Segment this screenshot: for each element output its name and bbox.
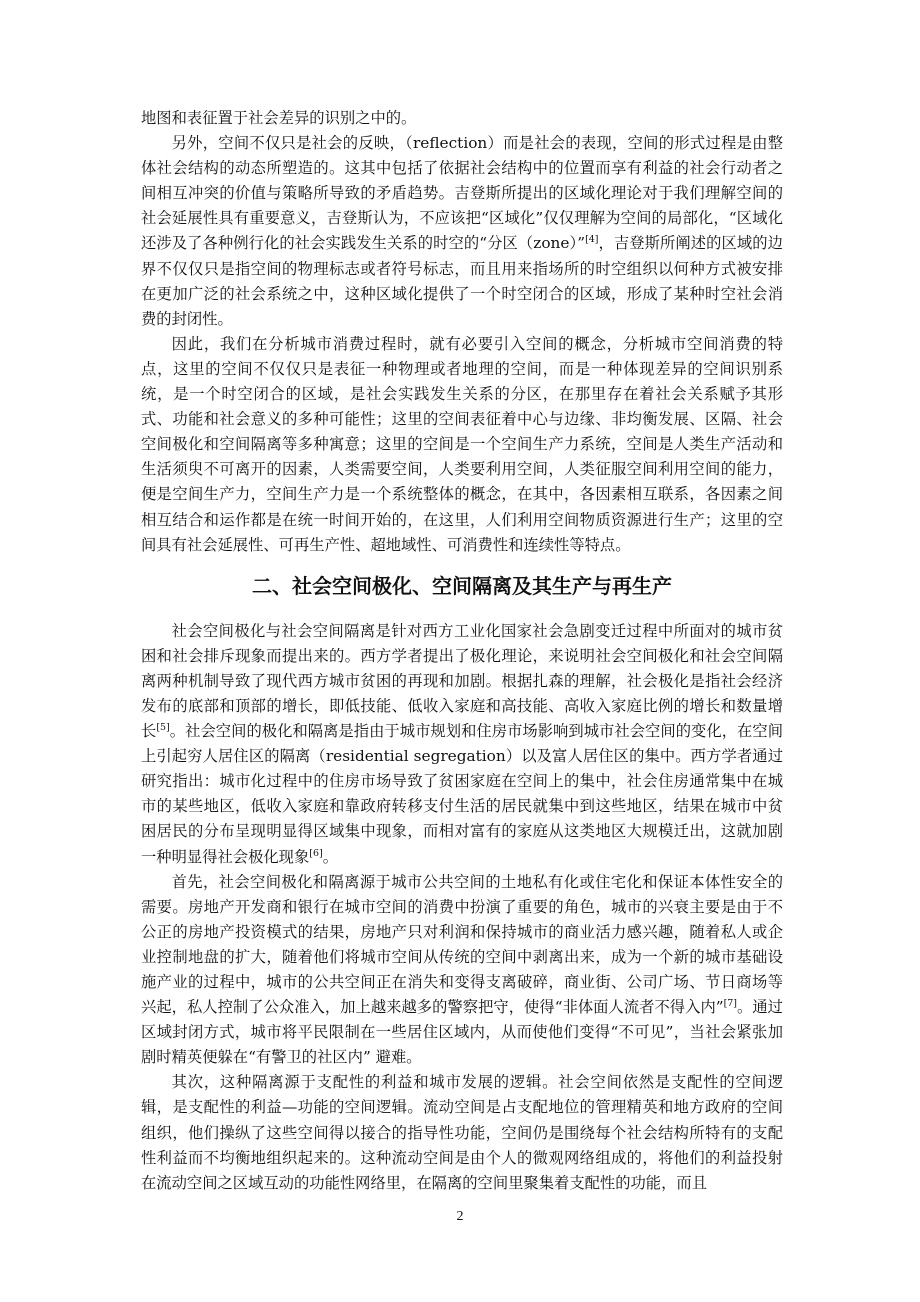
citation-5: [5] <box>156 721 170 733</box>
citation-7: [7] <box>723 998 738 1009</box>
citation-4: [4] <box>585 234 599 246</box>
paragraph-polarization-intro: 社会空间极化与社会空间隔离是针对西方工业化国家社会急剧变迁过程中所面对的城市贫困和社会排斥现象而提出来的。西方学者提出了极化理论，来说明社会空间极化和社会空间隔离两种机制导致了现代西方城市贫困的再现和加剧。根据扎森的理解，社会极化是指社会经济发布的底部和顶部的增长，即低技能、低收入家庭和高技能、高收入家庭比例的增长和数量增长[5]。社会空间的极化和隔离是指由于城市规划和住房市场影响到城市社会空间的变化，在空间上引起穷人居住区的隔离（residential segregation）以及富人居住区的集中。西方学者通过研究指出：城市化过程中的住房市场导致了贫困家庭在空间上的集中，社会住房通常集中在城市的某些地区，低收入家庭和靠政府转移支付生活的居民就集中到这些地区，结果在城市中贫困居民的分布呈现明显得区域集中现象，而相对富有的家庭从这类地区大规模迁出，这就加剧一种明显得社会极化现象[6]。 <box>141 621 783 866</box>
body-text <box>141 106 783 1196</box>
paragraph-space-expression: 另外，空间不仅只是社会的反映，（reflection）而是社会的表现，空间的形式过程是由整体社会结构的动态所塑造的。这其中包括了依据社会结构中的位置而享有利益的社会行动者之间相互冲突的价值与策略所导致的矛盾趋势。吉登斯所提出的区域化理论对于我们理解空间的社会延展性具有重要意义，吉登斯认为，不应该把“区域化”仅仅理解为空间的局部化，“区域化还涉及了各种例行化的社会实践发生关系的时空的“分区（zone）”[4]，吉登斯所阐述的区域的边界不仅仅只是指空间的物理标志或者符号标志，而且用来指场所的时空组织以何种方式被安排在更加广泛的社会系统之中，这种区域化提供了一个时空闭合的区域，形成了某种时空社会消费的封闭性。 <box>141 134 783 328</box>
paragraph-urban-consumption: 因此，我们在分析城市消费过程时，就有必要引入空间的概念，分析城市空间消费的特点，这里的空间不仅仅只是表征一种物理或者地理的空间，而是一种体现差异的空间识别系统，是一个时空闭合的区域，是社会实践发生关系的分区，在那里存在着社会关系赋予其形式、功能和社会意义的多种可能性；这里的空间表征着中心与边缘、非均衡发展、区隔、社会空间极化和空间隔离等多种寓意；这里的空间是一个空间生产力系统，空间是人类生产活动和生活须臾不可离开的因素，人类需要空间，人类要利用空间，人类征服空间利用空间的能力，便是空间生产力，空间生产力是一个系统整体的概念，在其中，各因素相互联系，各因素之间相互结合和运作都是在统一时间开始的，在这里，人们利用空间物质资源进行生产；这里的空间具有社会延展性、可再生产性、超地域性、可消费性和连续性等特点。 <box>141 334 783 554</box>
paragraph-second-cause: 其次，这种隔离源于支配性的利益和城市发展的逻辑。社会空间依然是支配性的空间逻辑，是支配性的利益—功能的空间逻辑。流动空间是占支配地位的管理精英和地方政府的空间组织，他们操纵了这些空间得以接合的指导性功能，空间仍是围绕每个社会结构所特有的支配性利益而不均衡地组织起来的。这种流动空间是由个人的微观网络组成的，将他们的利益投射在流动空间之区域互动的功能性网络里，在隔离的空间里聚集着支配性的功能，而且 <box>141 1073 783 1192</box>
section-heading: 二、社会空间极化、空间隔离及其生产与再生产 <box>252 573 672 598</box>
paragraph-first-cause: 首先，社会空间极化和隔离源于城市公共空间的土地私有化或住宅化和保证本体性安全的需要。房地产开发商和银行在城市空间的消费中扮演了重要的角色，城市的兴衰主要是由于不公正的房地产投资模式的结果，房地产只对利润和保持城市的商业活力感兴趣，随着私人或企业控制地盘的扩大，随着他们将城市空间从传统的空间中剥离出来，成为一个新的城市基础设施产业的过程中，城市的公共空间正在消失和变得支离破碎，商业街、公司广场、节日商场等兴起，私人控制了公众准入，加上越来越多的警察把守，使得“非体面人流者不得入内”[7]。通过区域封闭方式，城市将平民限制在一些居住区域内，从而使他们变得“不可见”，当社会紧张加剧时精英便躲在“有警卫的社区内” 避难。 <box>141 872 783 1067</box>
paragraph-continuation: 地图和表征置于社会差异的识别之中的。 <box>141 109 417 127</box>
citation-6: [6] <box>309 847 323 859</box>
page-number: 2 <box>456 1209 464 1224</box>
